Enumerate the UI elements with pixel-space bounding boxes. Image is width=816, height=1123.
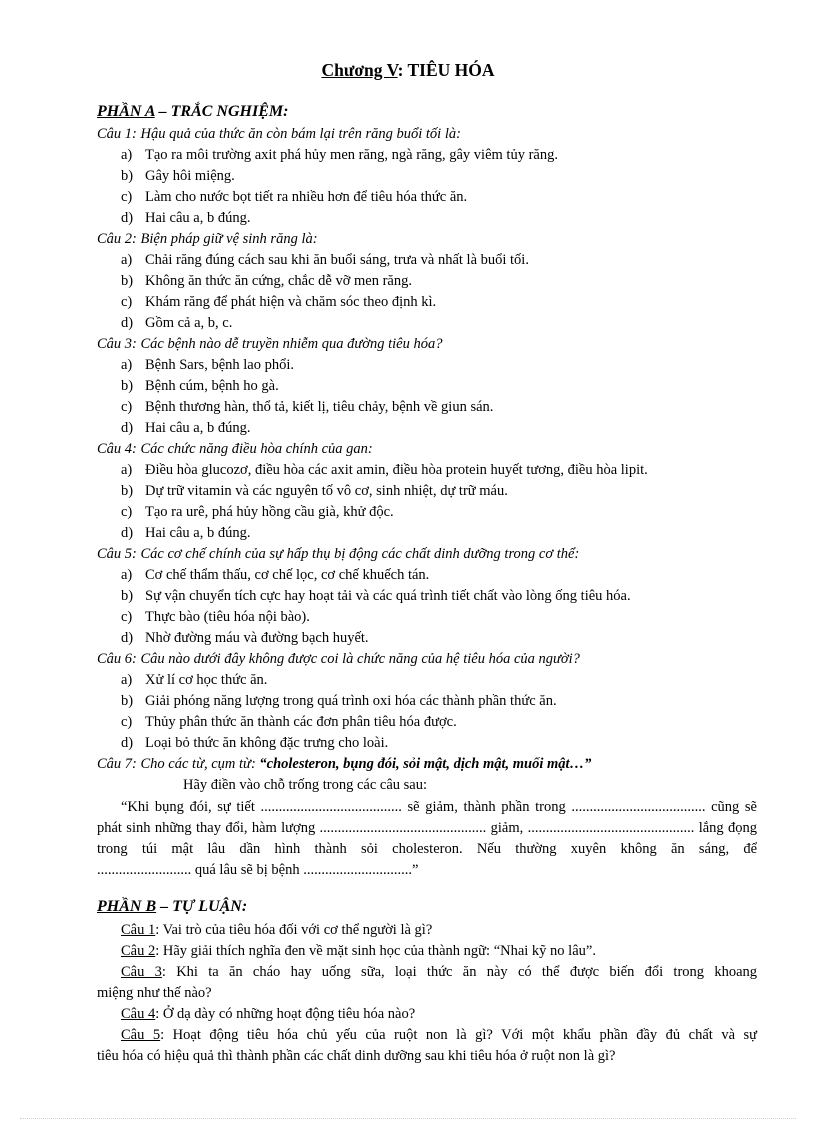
question-4-option-b bbox=[121, 481, 781, 501]
option-label: b) bbox=[121, 378, 134, 394]
question-3-option-c bbox=[121, 397, 781, 417]
question-5-option-b bbox=[121, 586, 781, 606]
option-label: d) bbox=[121, 630, 134, 646]
option-label: a) bbox=[121, 252, 133, 268]
question-1-option-d bbox=[121, 208, 781, 228]
option-text: Nhờ đường máu và đường bạch huyết. bbox=[145, 630, 369, 646]
option-text: Thủy phân thức ăn thành các đơn phân tiêu hóa được. bbox=[145, 714, 457, 730]
option-label: d) bbox=[121, 735, 134, 751]
option-text: Gồm cả a, b, c. bbox=[145, 315, 233, 331]
option-text: Không ăn thức ăn cứng, chắc dễ vỡ men răng. bbox=[145, 273, 412, 289]
option-text: Bệnh Sars, bệnh lao phổi. bbox=[145, 357, 295, 373]
essay-question-3 bbox=[121, 962, 757, 983]
option-text: Làm cho nước bọt tiết ra nhiều hơn để tiêu hóa thức ăn. bbox=[145, 189, 468, 205]
question-2: Câu 2: Biện pháp giữ vệ sinh răng là: bbox=[97, 231, 318, 247]
option-text: Cơ chế thẩm thấu, cơ chế lọc, cơ chế khuếch tán. bbox=[145, 567, 430, 583]
essay-text: : Khi ta ăn cháo hay uống sữa, loại thức ăn này có thể được biến đổi trong khoang bbox=[161, 964, 757, 980]
option-label: b) bbox=[121, 168, 134, 184]
part-b-label: PHẦN B bbox=[97, 898, 157, 915]
question-6-option-c bbox=[121, 712, 781, 732]
option-label: c) bbox=[121, 714, 133, 730]
option-label: c) bbox=[121, 189, 133, 205]
essay-number: Câu 5 bbox=[121, 1027, 161, 1043]
option-label: b) bbox=[121, 483, 134, 499]
option-text: Bệnh cúm, bệnh ho gà. bbox=[145, 378, 279, 394]
question-2-option-d bbox=[121, 313, 781, 333]
option-label: c) bbox=[121, 609, 133, 625]
option-label: a) bbox=[121, 357, 133, 373]
essay-text: : Hãy giải thích nghĩa đen về mặt sinh học của thành ngữ: “Nhai kỹ no lâu”. bbox=[155, 943, 596, 959]
essay-question-5 bbox=[121, 1025, 757, 1046]
option-label: d) bbox=[121, 315, 134, 331]
question-7-prefix: Câu 7: Cho các từ, cụm từ: bbox=[97, 756, 260, 772]
essay-question-3-continued: miệng như thế nào? bbox=[97, 985, 212, 1001]
question-3-option-d bbox=[121, 418, 781, 438]
option-label: c) bbox=[121, 504, 133, 520]
question-4-option-c bbox=[121, 502, 781, 522]
question-6: Câu 6: Câu nào dưới đây không được coi là chức năng của hệ tiêu hóa của người? bbox=[97, 651, 580, 667]
question-2-option-c bbox=[121, 292, 781, 312]
option-label: b) bbox=[121, 693, 134, 709]
option-text: Bệnh thương hàn, thổ tả, kiết lị, tiêu chảy, bệnh về giun sán. bbox=[145, 399, 494, 415]
option-text: Hai câu a, b đúng. bbox=[145, 420, 251, 436]
essay-number: Câu 2 bbox=[121, 943, 156, 959]
fill-blank-line-3: trong túi mật lâu dần hình thành sỏi cholesteron. Nếu thường xuyên không ăn sáng, để bbox=[97, 841, 757, 857]
page-bottom-divider bbox=[20, 1118, 796, 1119]
part-b-heading bbox=[97, 898, 247, 916]
option-label: a) bbox=[121, 462, 133, 478]
question-1: Câu 1: Hậu quả của thức ăn còn bám lại trên răng buổi tối là: bbox=[97, 126, 461, 142]
question-5: Câu 5: Các cơ chế chính của sự hấp thụ bị động các chất dinh dưỡng trong cơ thể: bbox=[97, 546, 580, 562]
question-5-option-a bbox=[121, 565, 781, 585]
essay-text: : Ở dạ dày có những hoạt động tiêu hóa nào? bbox=[155, 1006, 416, 1022]
question-1-option-c bbox=[121, 187, 781, 207]
option-text: Khám răng để phát hiện và chăm sóc theo định kì. bbox=[145, 294, 437, 310]
option-label: d) bbox=[121, 210, 134, 226]
question-2-option-a bbox=[121, 250, 781, 270]
question-3-option-b bbox=[121, 376, 781, 396]
question-7-words: “cholesteron, bụng đói, sỏi mật, dịch mật, muối mật…” bbox=[259, 756, 592, 772]
option-text: Gây hôi miệng. bbox=[145, 168, 235, 184]
option-label: b) bbox=[121, 588, 134, 604]
question-1-option-b bbox=[121, 166, 781, 186]
question-4-option-d bbox=[121, 523, 781, 543]
question-2-option-b bbox=[121, 271, 781, 291]
option-text: Giải phóng năng lượng trong quá trình oxi hóa các thành phần thức ăn. bbox=[145, 693, 557, 709]
part-a-heading bbox=[97, 103, 288, 121]
option-text: Tạo ra urê, phá hủy hồng cầu già, khử độc. bbox=[145, 504, 394, 520]
option-text: Điều hòa glucozơ, điều hòa các axit amin, điều hòa protein huyết tương, điều hòa lipit. bbox=[145, 462, 648, 478]
question-1-option-a bbox=[121, 145, 781, 165]
fill-blank-line-2: phát sinh những thay đổi, hàm lượng .............................................. giảm, .............................................. lắng đọng bbox=[97, 820, 757, 836]
option-text: Hai câu a, b đúng. bbox=[145, 525, 251, 541]
essay-question-5-continued: tiêu hóa có hiệu quả thì thành phần các chất dinh dưỡng sau khi tiêu hóa ở ruột non là gì? bbox=[97, 1048, 616, 1064]
part-a-title: – TRẮC NGHIỆM: bbox=[154, 103, 289, 120]
question-6-option-b bbox=[121, 691, 781, 711]
page-title bbox=[0, 60, 816, 81]
question-6-option-a bbox=[121, 670, 781, 690]
option-text: Xử lí cơ học thức ăn. bbox=[145, 672, 268, 688]
option-text: Chải răng đúng cách sau khi ăn buổi sáng, trưa và nhất là buổi tối. bbox=[145, 252, 529, 268]
essay-question-4 bbox=[121, 1004, 757, 1025]
option-label: d) bbox=[121, 525, 134, 541]
option-label: c) bbox=[121, 399, 133, 415]
option-text: Loại bỏ thức ăn không đặc trưng cho loài. bbox=[145, 735, 389, 751]
essay-question-1 bbox=[121, 920, 757, 941]
option-label: c) bbox=[121, 294, 133, 310]
option-label: a) bbox=[121, 147, 133, 163]
essay-number: Câu 1 bbox=[121, 922, 156, 938]
option-text: Tạo ra môi trường axit phá hủy men răng, ngà răng, gây viêm tủy răng. bbox=[145, 147, 558, 163]
essay-question-2 bbox=[121, 941, 757, 962]
question-4: Câu 4: Các chức năng điều hòa chính của gan: bbox=[97, 441, 373, 457]
essay-text: : Hoạt động tiêu hóa chủ yếu của ruột non là gì? Với một khẩu phần đầy đủ chất và sự bbox=[160, 1027, 758, 1043]
title-rest: : TIÊU HÓA bbox=[397, 60, 495, 80]
question-7 bbox=[97, 754, 762, 774]
option-text: Dự trữ vitamin và các nguyên tố vô cơ, sinh nhiệt, dự trữ máu. bbox=[145, 483, 508, 499]
question-4-option-a bbox=[121, 460, 781, 480]
essay-number: Câu 3 bbox=[121, 964, 162, 980]
question-7-instruction: Hãy điền vào chỗ trống trong các câu sau: bbox=[183, 777, 427, 793]
part-a-label: PHẦN A bbox=[97, 103, 155, 120]
essay-text: : Vai trò của tiêu hóa đối với cơ thể người là gì? bbox=[155, 922, 433, 938]
question-5-option-c bbox=[121, 607, 781, 627]
part-b-title: – TỰ LUẬN: bbox=[156, 898, 248, 915]
option-label: b) bbox=[121, 273, 134, 289]
option-label: a) bbox=[121, 567, 133, 583]
question-6-option-d bbox=[121, 733, 781, 753]
option-label: d) bbox=[121, 420, 134, 436]
question-3-option-a bbox=[121, 355, 781, 375]
title-chapter: Chương V bbox=[321, 60, 398, 80]
option-label: a) bbox=[121, 672, 133, 688]
question-5-option-d bbox=[121, 628, 781, 648]
option-text: Hai câu a, b đúng. bbox=[145, 210, 251, 226]
question-3: Câu 3: Các bệnh nào dễ truyền nhiễm qua đường tiêu hóa? bbox=[97, 336, 443, 352]
fill-blank-line-1: “Khi bụng đói, sự tiết ....................................... sẽ giảm, thành phần trong ..................................... cũng sẽ bbox=[121, 799, 757, 815]
essay-number: Câu 4 bbox=[121, 1006, 156, 1022]
option-text: Sự vận chuyển tích cực hay hoạt tải và các quá trình tiết chất vào lòng ống tiêu hóa. bbox=[145, 588, 631, 604]
option-text: Thực bào (tiêu hóa nội bào). bbox=[145, 609, 310, 625]
fill-blank-line-4: .......................... quá lâu sẽ bị bệnh ..............................” bbox=[97, 862, 419, 878]
